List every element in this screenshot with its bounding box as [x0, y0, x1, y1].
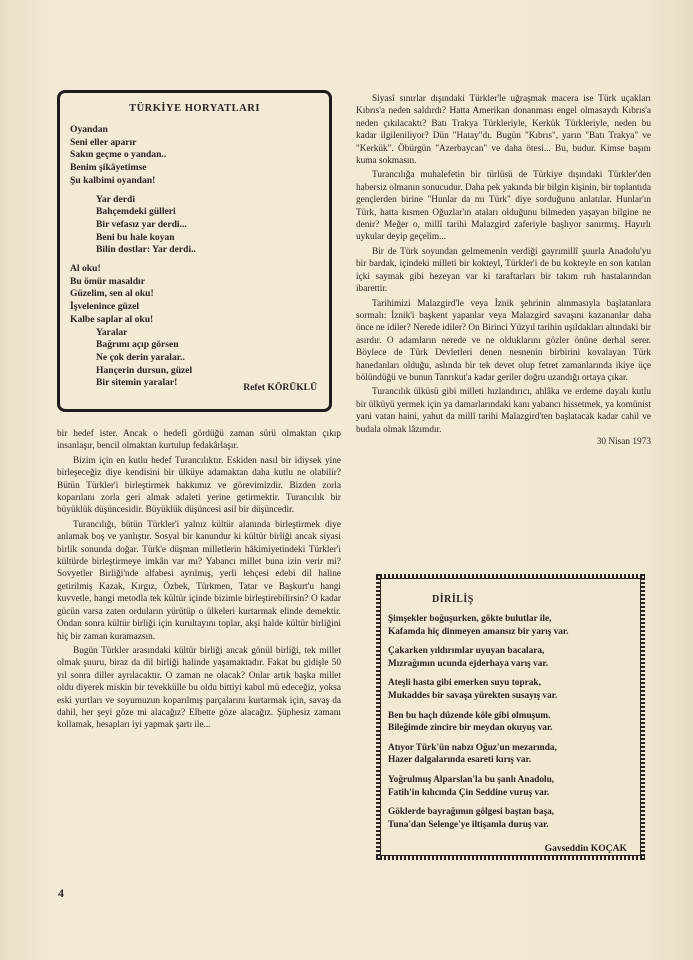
paragraph: Bir de Türk soyundan gelmemenin verdiği gayrımillî şuurla Anadolu'yu bir bardak, içindeki milleti bir kokteyl, Türkler'i de bu kokteyle en son katılan içki saymak gibi hezeyan var ki taraftarları bir takım ruh hastalarından ibarettir.	[356, 246, 651, 295]
poem-line: Çakarken yıldırımlar uyuyan bacalara,	[388, 646, 545, 657]
paragraph: Bugün Türkler arasındaki kültür birliği ancak gönül birliği, tek millet olmak şuuru, biraz da dil birliği halinde yaşamaktadır. Fakat bu gidişle 50 yıl sonra diller ayrılacaktır. O zaman ne olacak? Onlar artık başka millet oldu diyerek miskin bir tevekkülle bu oldu bittiyi kabul mü edeceğiz, yoksa eski yurtları ve soyumuzun koparılmış parçalarını kurtarmak için, savaş da dahil, her şeyi göze mi alacağız? Elbette göze alacağız. Şüphesiz zamanı kollamak, hesapları iyi yapmak şartı ile...	[57, 645, 341, 731]
poem-line: Bilin dostlar: Yar derdi..	[96, 244, 196, 256]
poem-line: Mızrağımın ucunda ejderhaya varış var.	[388, 658, 549, 669]
poem-line: Ben bu haçlı düzende köle gibi olmuşum.	[388, 710, 551, 721]
poem-line: Mukaddes bir savaşa yürekten susayış var.	[388, 690, 558, 701]
poem-line: Göklerde bayrağımın gölgesi baştan başa,	[388, 807, 555, 818]
dirilis-poem-box	[370, 568, 651, 866]
poem-line: Şu kalbimi oyandan!	[70, 174, 156, 186]
poem-line: Beni bu hale koyan	[96, 231, 175, 243]
poem-line: Tuna'dan Selenge'ye iltişamla duruş var.	[388, 819, 549, 830]
page-number: 4	[58, 886, 64, 900]
poem-line: Yaralar	[96, 326, 128, 338]
article-date: 30 Nisan 1973	[596, 436, 651, 447]
poem-line: Sakın geçme o yandan..	[70, 149, 167, 161]
dirilis-lines	[388, 613, 633, 831]
poem-line: Bu ömür masaldır	[70, 275, 145, 287]
poem-line: Bileğimde zincire bir meydan okuyuş var.	[388, 723, 553, 734]
paragraph: Bizim için en kutlu hedef Turancılıktır. Eskiden nasıl bir idiysek yine birleşeceğiz diye kendisini bir ülküye adamaktan daha kutlu ne olabilir? Bütün Türkler'i birleştirmek hakkımız ve görevimizdir. Bizden zorla koparılanı zorla geri almak adaleti yerine getirmektir. Turancılık bir büyüklük düşüncesidir. Büyüklük düşüncesi asil bir düşüncedir.	[57, 455, 341, 516]
poem-author: Refet KÖRÜKLÜ	[243, 382, 317, 393]
poem-line: Hazer dalgalarında esareti kırış var.	[388, 755, 532, 766]
poem-line: Yar derdi	[96, 193, 135, 205]
poem-line: Seni eller aparır	[70, 136, 137, 148]
poem-line: Bağrımı açıp görsen	[96, 339, 179, 351]
paragraph: Tarihimizi Malazgird'le veya İznik şehrinin alınmasıyla başlatanlara sormalı: İznik'i başkent yapanlar veya Malazgird savaşını kazananlar daha önce ne idiler? Nerede idiler? On Birinci Yüzyıl tarihin uşıldakları altındaki bir asırdır. O adamların nerede ve ne olduklarını gözler önüne derhal serer. Böylece de Türk Devletleri denen nesnenin birbirini kovalayan Türk hanedanları olduğu, aslında bir tek devet olup fetret zamanlarında ikiye üçe bölündüğü ve bunun Tanrıkut'a kadar geriler doğru uzandığı ortaya çıkar.	[356, 298, 651, 383]
poem-line: Güzelim, sen al oku!	[70, 288, 154, 300]
poem-line: Al oku!	[70, 263, 101, 275]
poem-line: Fatih'in kılıcında Çin Seddine vuruş var.	[388, 787, 550, 798]
paragraph: Turancılığı, bütün Türkler'i yalnız kültür alanında birleştirmek diye anlamak boş ve yanlıştır. Sosyal bir kanundur ki kültür birliği ancak siyasi birlik sonunda doğar. Türk'e düşman milletlerin hâkimiyetindeki Türkler'i kültürde birleştirmeye imkân var mı? Yabancı millet buna izin verir mi? Sovyetler Birliği'nde alfabesi ayrılmış, yerli lehçesi edebi dil haline getirilmiş Kazak, Kırgız, Özbek, Türkmen, Tatar ve Başkurt'u hangi kuvvetle, hangi metodla tek kültür içinde bizimle birleştirebilirsin? O kadar gücün varsa zaten orduların yürütüp o ülkeleri kurtarmak elinde demektir. Ondan sonra kültür birliği için kurultayını toplar, akşi halde kültür birliğini hiç bir zaman kuramazsın.	[57, 519, 341, 642]
paragraph: Siyasî sınırlar dışındaki Türkler'le uğraşmak macera ise Türk uçakları Kıbrıs'a neden saldırdı? Hatta Amerikan donanması engel olmasaydı Kıbrıs'a neden çıkılacaktı? Batı Trakya Türkleriyle, Kerkük Türkleriyle, neden bu kadar ilgileniliyor? Dün "Hatay"dı. Bugün "Kıbrıs", yarın "Batı Trakya" ve "Kerkük". Öbürgün "Azerbaycan" ve daha ötesi... Bu, budur. Kimse başını kuma sokmasın.	[356, 94, 651, 167]
paragraph: Turancılığa muhalefetin bir türlüsü de Türkiye dışındaki Türkler'den habersiz olmanın sonucudur. Daha pek yakında bir bilgin kişinin, bir toplantıda gençlerden birine "Hunlar da mı Türk" diye sorduğunu anlatılar. Hunlar'ın Türk, hatta kısmen Oğuzlar'ın ataları olduğunu bilmeden yaşayan bilgine ne denir? Meğer o, millî tarihi Malazgird zaferiyle başlıyor sanırmış. Hayırlı uykular deyip geçelim...	[356, 170, 651, 243]
poem-line: Bahçemdeki gülleri	[96, 206, 176, 218]
poem-line: Hançerin dursun, güzel	[96, 364, 193, 376]
poem-line: Oyandan	[70, 124, 108, 135]
poem-line: Ateşli hasta gibi emerken suyu toprak,	[388, 678, 541, 689]
poem-line: Şimşekler boğuşurken, gökte bulutlar ile,	[388, 614, 552, 624]
paragraph: bir hedef ister. Ancak o hedefi gördüğü zaman sürü olmaktan çıkıp insanlaşır, bencil olmaktan kurtulup fedakârlaşır.	[57, 429, 341, 452]
poem-title: TÜRKİYE HORYATLARI	[129, 103, 260, 114]
dirilis-title: DİRİLİŞ	[432, 594, 474, 605]
poem-lines	[70, 124, 319, 390]
poem-line: Atıyor Türk'ün nabzı Oğuz'un mezarında,	[388, 742, 557, 753]
poem-line: İşvelenince güzel	[70, 301, 140, 313]
left-text-column	[57, 428, 341, 732]
poem-line: Kalbe saplar al oku!	[70, 313, 154, 325]
paragraph: Turancılık ülküsü gibi milleti hızlandırıcı, ahlâka ve erdeme dayalı kutlu bir ülküyü yermek için ya damarlarındaki kanı yabancı hissetmek, ya komünist yani vatan haini, yahut da millî tarihi Malazgird'ten başlatacak kadar cahil ve budala olmak lâzımdır.	[356, 387, 651, 435]
poem-line: Bir vefasız yar derdi...	[96, 218, 187, 230]
horyat-poem-box	[57, 90, 332, 412]
poem-line: Ne çok derin yaralar..	[96, 351, 185, 363]
poem-line: Benim şikâyetimse	[70, 162, 147, 174]
right-text-column	[356, 93, 651, 448]
poem-line: Bir sitemin yaralar!	[96, 377, 178, 389]
dirilis-author: Gavseddin KOÇAK	[544, 843, 627, 855]
poem-line: Yoğrulmuş Alparslan'la bu şanlı Anadolu,	[388, 774, 555, 785]
poem-line: Kafamda hiç dinmeyen amansız bir yarış var.	[388, 626, 569, 637]
